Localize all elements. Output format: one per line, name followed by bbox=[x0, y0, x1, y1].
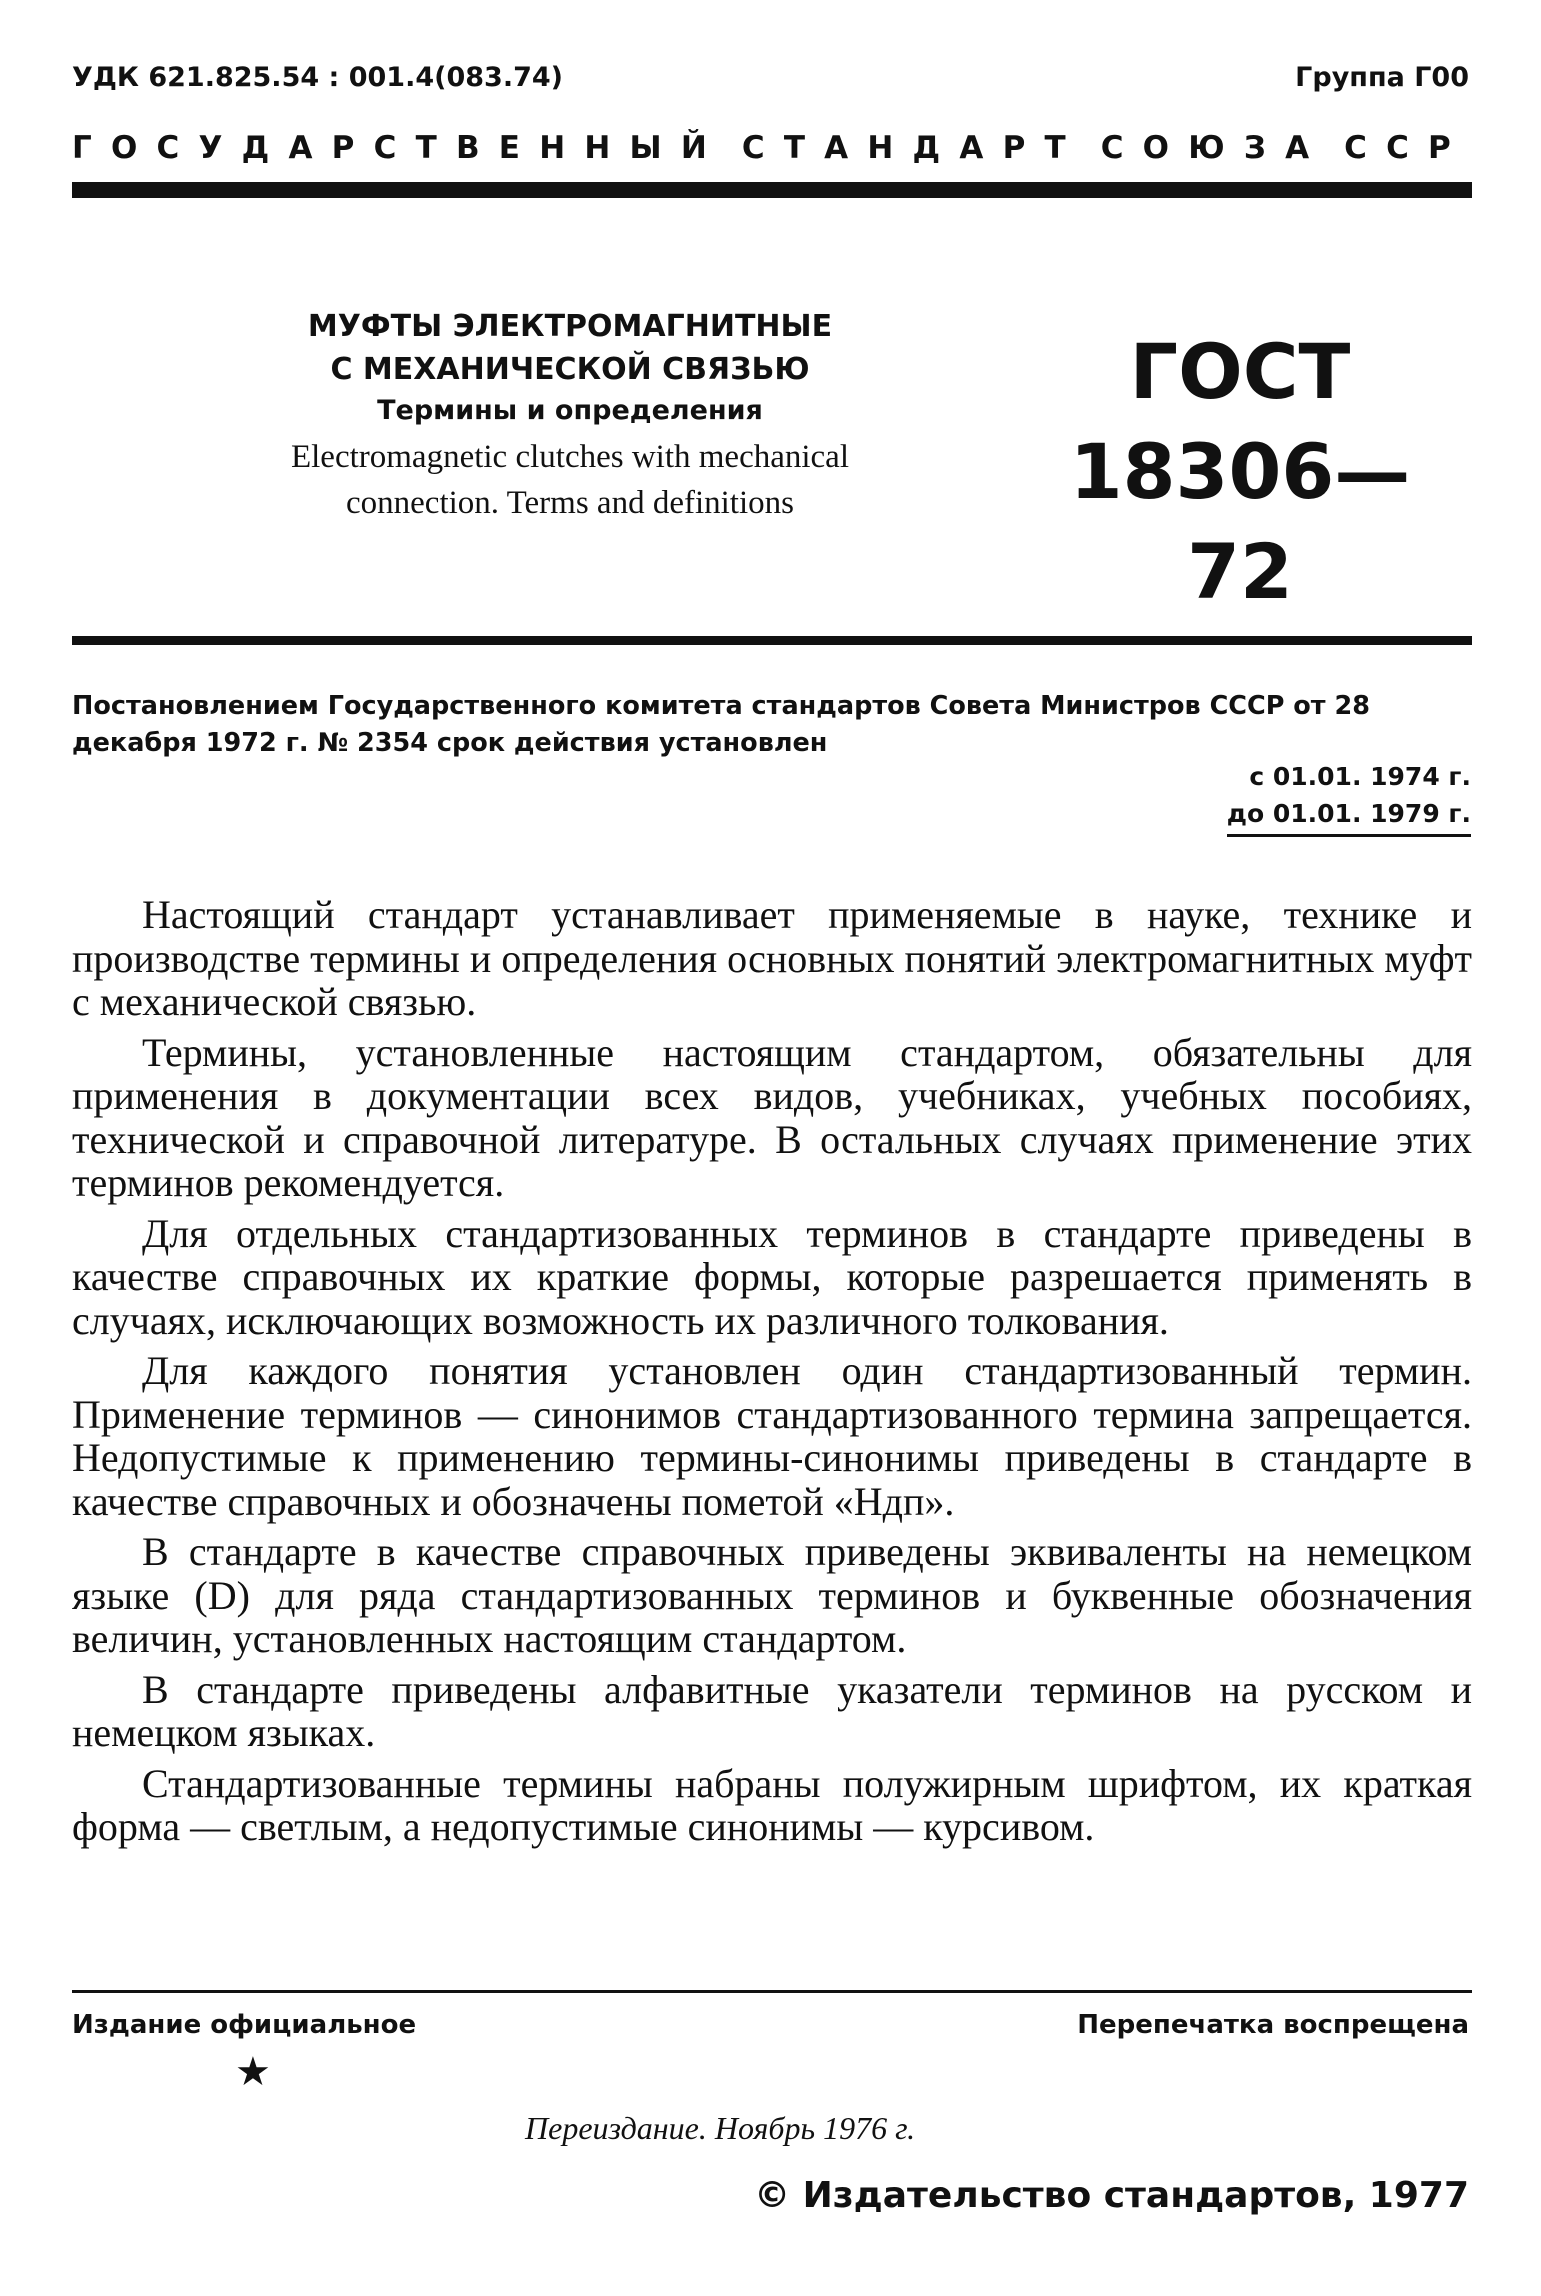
title-line-2: С МЕХАНИЧЕСКОЙ СВЯЗЬЮ bbox=[330, 352, 810, 387]
middle-rule bbox=[72, 636, 1472, 645]
gost-designation bbox=[1040, 322, 1440, 622]
banner-word: ГОСУДАРСТВЕННЫЙ bbox=[72, 130, 727, 166]
body-paragraph: Термины, установленные настоящим стандартом, обязательны для применения в документации всех видов, учебниках, учебных пособиях, технической и справочной литературе. В остальных случаях применение этих терминов рекомендуется. bbox=[72, 1029, 1472, 1205]
banner-word: ССР bbox=[1344, 130, 1470, 166]
valid-to: до 01.01. 1979 г. bbox=[1227, 795, 1471, 837]
reissue-note: Переиздание. Ноябрь 1976 г. bbox=[525, 2110, 916, 2146]
standard-title bbox=[230, 305, 910, 523]
reprint-prohibited: Перепечатка воспрещена bbox=[1077, 2010, 1469, 2040]
valid-from: с 01.01. 1974 г. bbox=[1249, 762, 1471, 791]
gost-label: ГОСТ bbox=[1129, 327, 1351, 416]
title-subtitle: Термины и определения bbox=[377, 395, 763, 426]
body-text bbox=[72, 893, 1472, 1856]
gost-number: 18306—72 bbox=[1069, 427, 1411, 616]
top-thick-rule bbox=[72, 182, 1472, 198]
body-paragraph: Стандартизованные термины набраны полужирным шрифтом, их краткая форма — светлым, а недопустимые синонимы — курсивом. bbox=[72, 1760, 1472, 1849]
body-paragraph: Для отдельных стандартизованных терминов в стандарте приведены в качестве справочных их краткие формы, которые разрешается применять в случаях, исключающих возможность их различного толкования. bbox=[72, 1210, 1472, 1343]
publisher-copyright: © Издательство стандартов, 1977 bbox=[754, 2175, 1469, 2216]
star-icon: ★ bbox=[235, 2049, 271, 2094]
body-paragraph: В стандарте приведены алфавитные указатели терминов на русском и немецком языках. bbox=[72, 1666, 1472, 1755]
body-paragraph: В стандарте в качестве справочных приведены эквиваленты на немецком языке (D) для ряда стандартизованных терминов и буквенные обозначения величин, установленных настоящим стандартом. bbox=[72, 1529, 1472, 1661]
official-edition: Издание официальное bbox=[72, 2010, 417, 2040]
udk-code: УДК 621.825.54 : 001.4(083.74) bbox=[72, 62, 564, 93]
decree-text: Постановлением Государственного комитета стандартов Совета Министров СССР от 28 декабря 1972 г. № 2354 срок действия установлен bbox=[72, 691, 1370, 758]
validity-dates bbox=[1227, 758, 1471, 837]
banner-word: СТАНДАРТ bbox=[741, 130, 1085, 166]
body-paragraph: Настоящий стандарт устанавливает применяемые в науке, технике и производстве термины и определения основных понятий электромагнитных муфт с механической связью. bbox=[72, 892, 1472, 1024]
group-code: Группа Г00 bbox=[1295, 62, 1469, 93]
title-english-2: connection. Terms and definitions bbox=[346, 485, 794, 521]
state-standard-banner bbox=[72, 130, 1470, 166]
title-line-1: МУФТЫ ЭЛЕКТРОМАГНИТНЫЕ bbox=[307, 309, 833, 344]
footer-rule bbox=[72, 1990, 1472, 1993]
title-english-1: Electromagnetic clutches with mechanical bbox=[290, 439, 849, 475]
body-paragraph: Для каждого понятия установлен один стандартизованный термин. Применение терминов — синонимов стандартизованного термина запрещается. Недопустимые к применению термины-синонимы приведены в стандарте в качестве справочных и обозначены пометой «Ндп». bbox=[72, 1348, 1472, 1524]
banner-word: СОЮЗА bbox=[1100, 130, 1329, 166]
